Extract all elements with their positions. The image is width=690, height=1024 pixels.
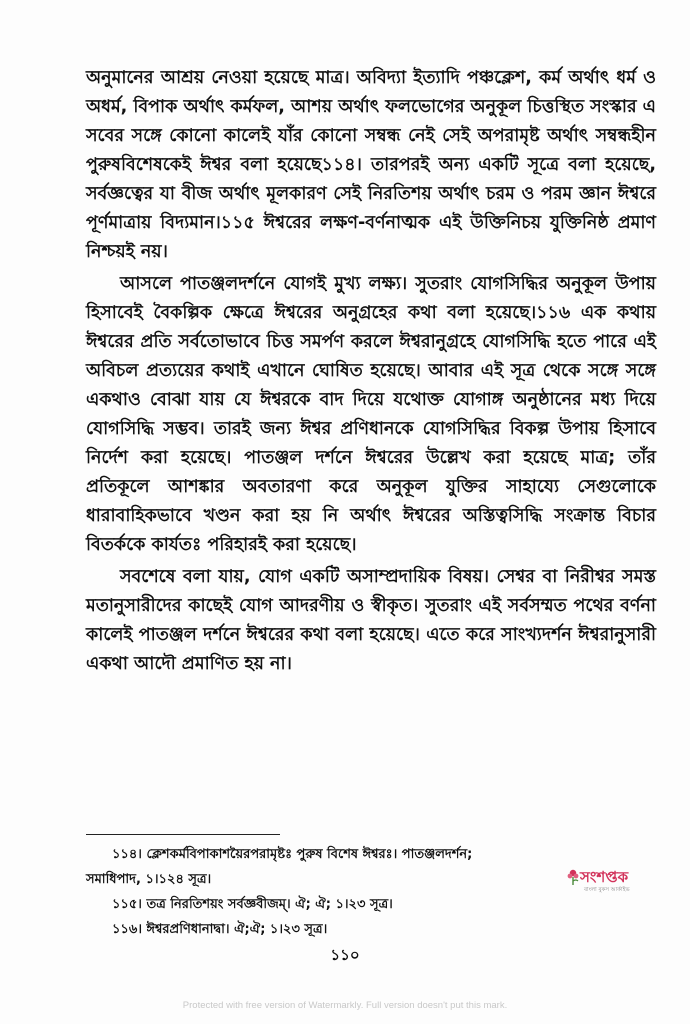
paragraph-3: সবশেষে বলা যায়, যোগ একটি অসাম্প্রদায়িক বিষয়। সেশ্বর বা নিরীশ্বর সমস্ত মতানুসারীদের কাছেই যোগ আদরণীয় ও স্বীকৃত। সুতরাং এই সর্বসম্মত পথের বর্ণনা কালেই পাতঞ্জল দর্শনে ঈশ্বরের কথা বলা হয়েছে। এতে করে সাংখ্যদর্শন ঈশ্বরানুসারী একথা আদৌ প্রমাণিত হয় না। [86, 567, 656, 674]
footnotes [86, 842, 566, 942]
body-text [86, 64, 656, 682]
footnote-115: ১১৫। তত্র নিরতিশয়ং সর্বজ্ঞবীজম্। ঐ; ঐ; ১।২৩ সূত্র। [112, 897, 393, 912]
logo-tagline: বাংলা বুকস আর্কাইভ [584, 887, 630, 893]
watermark: Protected with free version of Watermarkly. Full version doesn't put this mark. [182, 1000, 508, 1011]
footnote-116: ১১৬। ঈশ্বরপ্রণিধানাদ্বা। ঐ;ঐ; ১।২৩ সূত্র। [112, 922, 328, 937]
paragraph-1: অনুমানের আশ্রয় নেওয়া হয়েছে মাত্র। অবিদ্যা ইত্যাদি পঞ্চক্লেশ, কর্ম অর্থাৎ ধর্ম ও অধর্ম, বিপাক অর্থাৎ কর্মফল, আশয় অর্থাৎ ফলভোগের অনুকূল চিত্তস্থিত সংস্কার এ সবের সঙ্গে কোনো কালেই যাঁর কোনো সম্বন্ধ নেই সেই অপরামৃষ্ট অর্থাৎ সম্বন্ধহীন পুরুষবিশেষকেই ঈশ্বর বলা হয়েছে১১৪। তারপরই অন্য একটি সূত্রে বলা হয়েছে, সর্বজ্ঞত্বের যা বীজ অর্থাৎ মূলকারণ সেই নিরতিশয় অর্থাৎ চরম ও পরম জ্ঞান ঈশ্বরে পূর্ণমাত্রায় বিদ্যমান।১১৫ ঈশ্বরের লক্ষণ-বর্ণনাত্মক এই উক্তিনিচয় যুক্তিনিষ্ঠ প্রমাণ নিশ্চয়ই নয়। [86, 68, 656, 262]
footnote-114-continued: সমাধিপাদ, ১।১২৪ সূত্র। [86, 872, 212, 887]
page-number: ১১০ [330, 946, 360, 964]
footnote-114: ১১৪। ক্লেশকর্মবিপাকাশয়ৈরপরামৃষ্টঃ পুরুষ বিশেষ ঈশ্বরঃ। পাতঞ্জলদর্শন; [112, 847, 473, 862]
publisher-logo [566, 862, 642, 902]
flower-icon [566, 868, 580, 886]
paragraph-2: আসলে পাতঞ্জলদর্শনে যোগই মুখ্য লক্ষ্য। সুতরাং যোগসিদ্ধির অনুকূল উপায় হিসাবেই বৈকল্পিক ক্ষেত্রে ঈশ্বরের অনুগ্রহের কথা বলা হয়েছে।১১৬ এক কথায় ঈশ্বরের প্রতি সর্বতোভাবে চিত্ত সমর্পণ করলে ঈশ্বরানুগ্রহে যোগসিদ্ধি হতে পারে এই অবিচল প্রত্যয়ের কথাই এখানে ঘোষিত হয়েছে। আবার এই সূত্র থেকে সঙ্গে সঙ্গে একথাও বোঝা যায় যে ঈশ্বরকে বাদ দিয়ে যথোক্ত যোগাঙ্গ অনুষ্ঠানের মধ্য দিয়ে যোগসিদ্ধি সম্ভব। তারই জন্য ঈশ্বর প্রণিধানকে যোগসিদ্ধির বিকল্প উপায় হিসাবে নির্দেশ করা হয়েছে। পাতঞ্জল দর্শনে ঈশ্বরের উল্লেখ করা হয়েছে মাত্র; তাঁর প্রতিকূলে আশঙ্কার অবতারণা করে অনুকূল যুক্তির সাহায্যে সেগুলোকে ধারাবাহিকভাবে খণ্ডন করা হয় নি অর্থাৎ ঈশ্বরের অস্তিত্বসিদ্ধি সংক্রান্ত বিচার বিতর্ককে কার্যতঃ পরিহারই করা হয়েছে। [86, 274, 656, 555]
footnote-divider [86, 834, 280, 835]
logo-text: সংশপ্তক [580, 868, 629, 886]
